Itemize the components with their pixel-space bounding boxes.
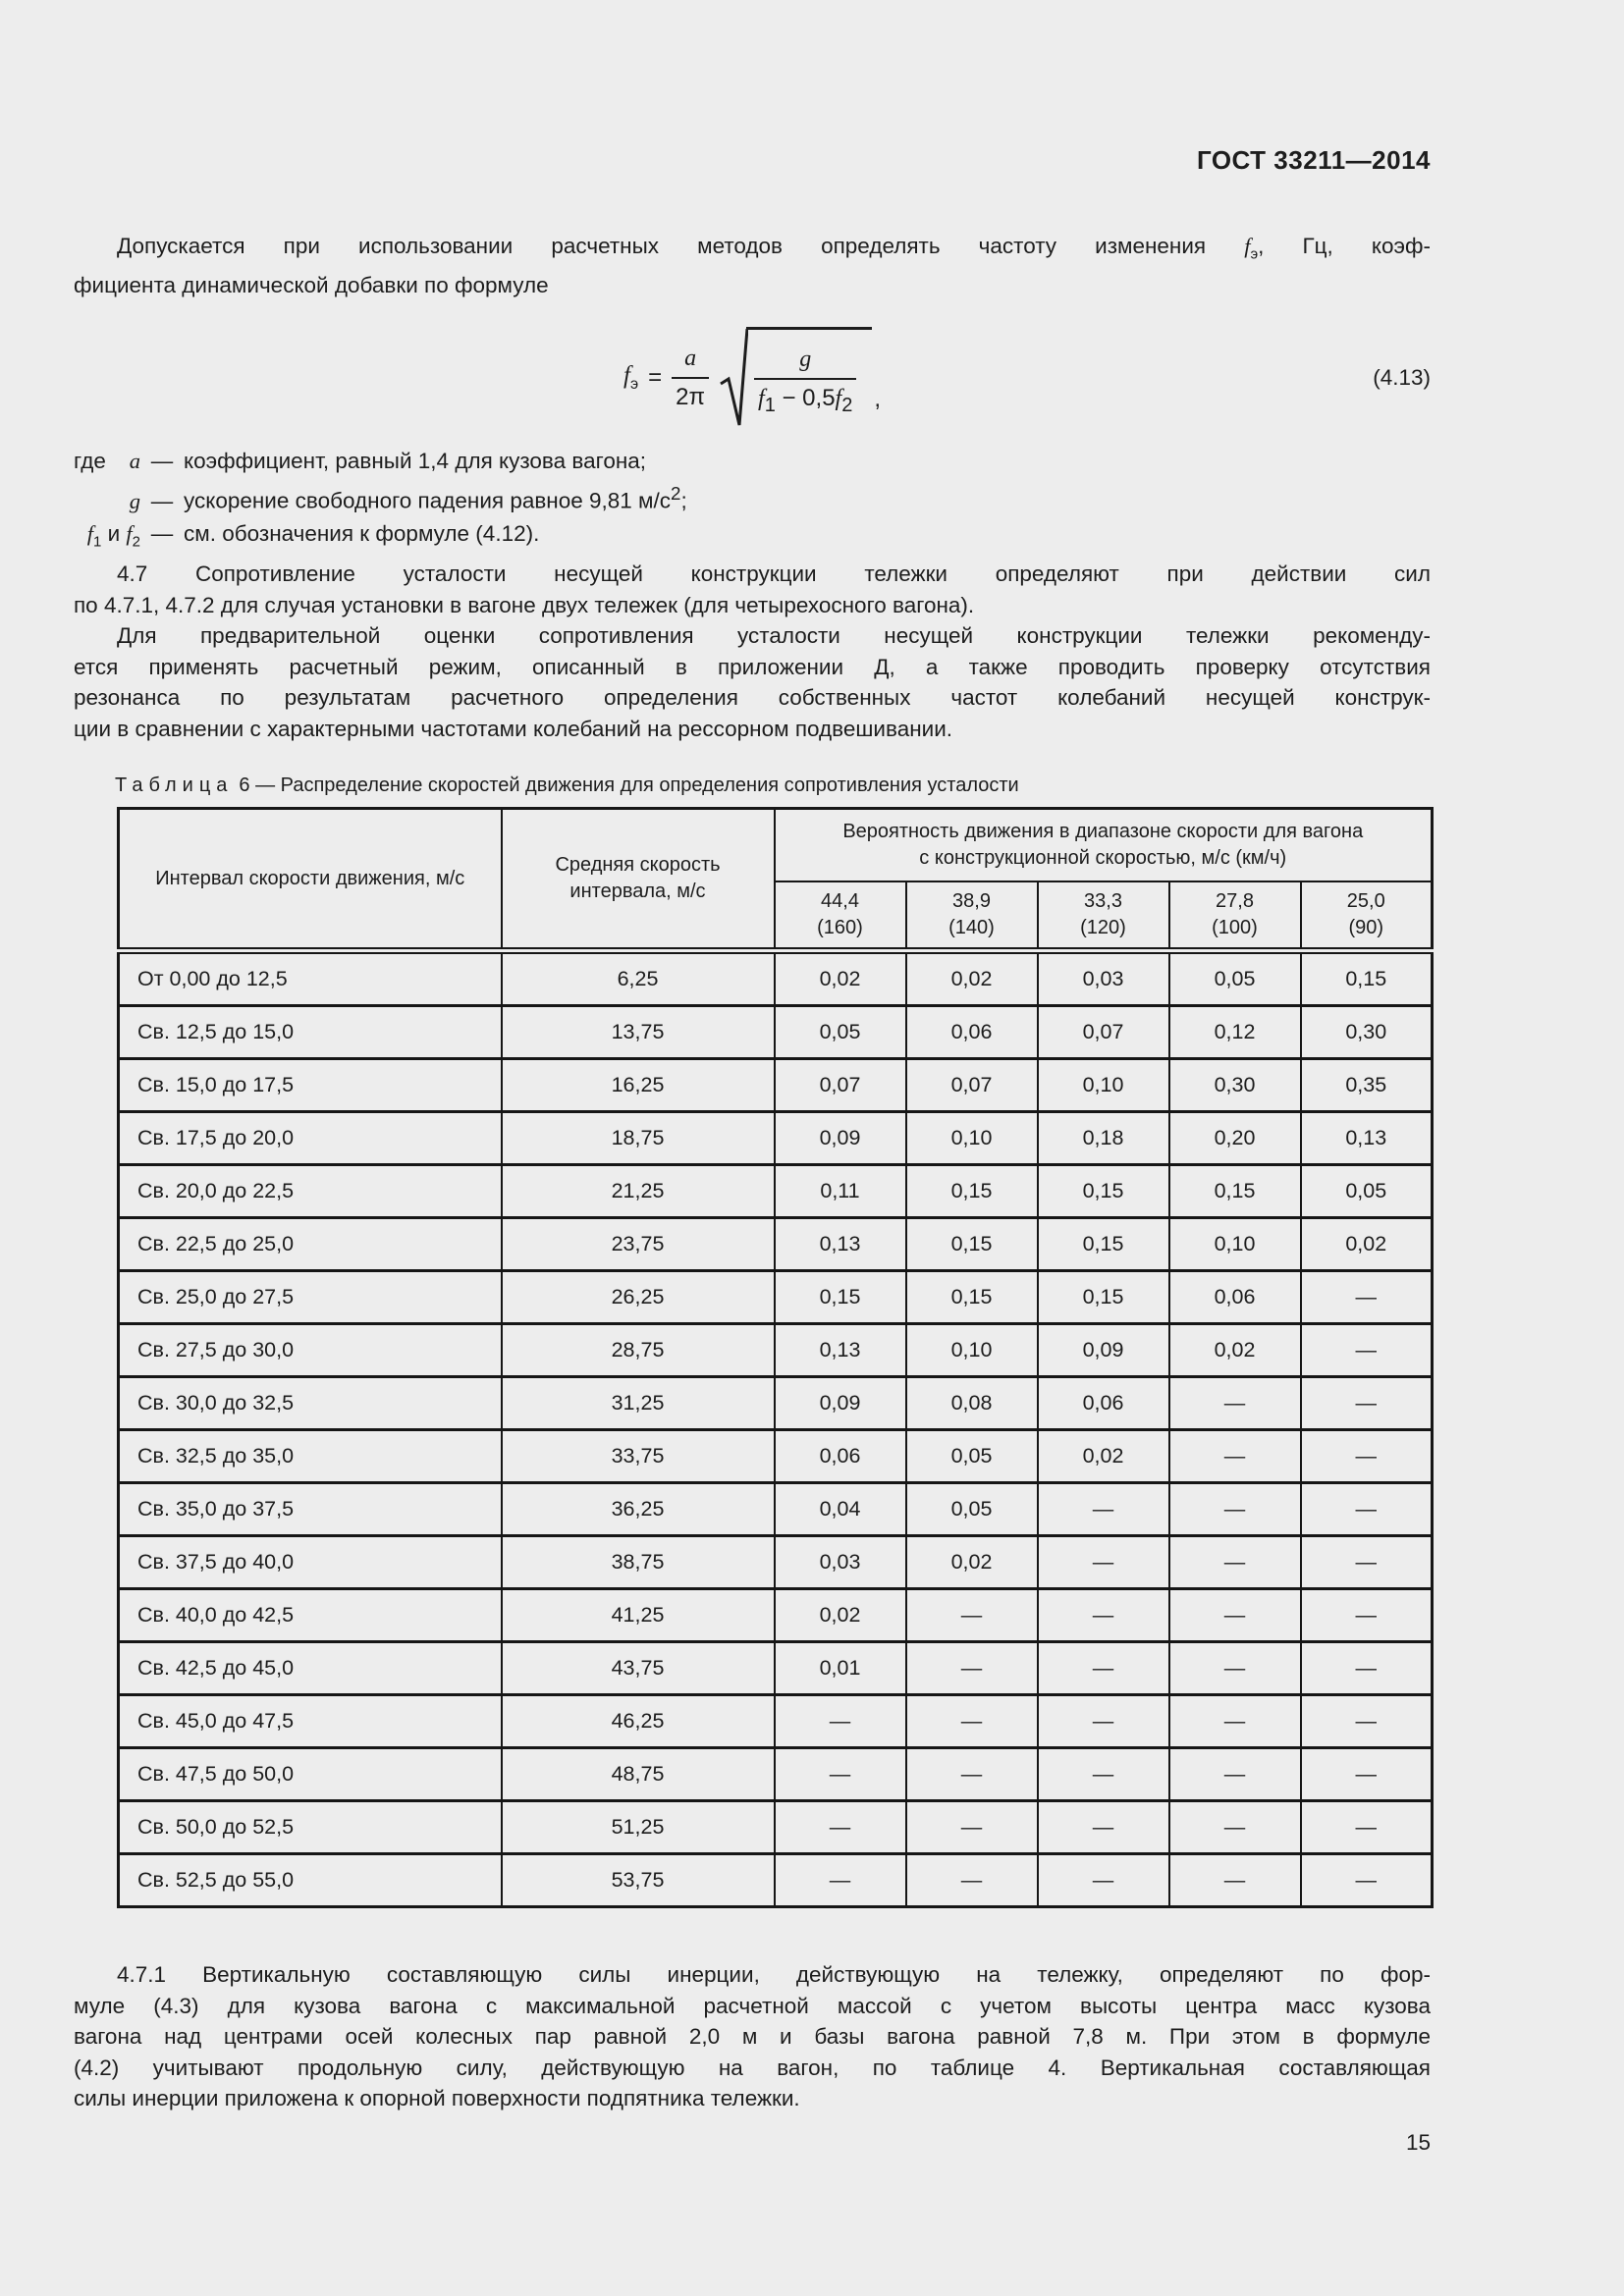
definitions-block <box>74 445 1431 560</box>
header-speed-160 <box>775 881 906 951</box>
table-row <box>119 1377 1433 1430</box>
cell-speed-interval: Св. 40,0 до 42,5 <box>119 1589 502 1642</box>
paragraph-4-7-1-line4: (4.2) учитывают продольную силу, действующую на вагон, по таблице 4. Вертикальная составляющая <box>74 2055 1431 2080</box>
cell-probability: — <box>775 1854 906 1907</box>
cell-probability: — <box>1169 1430 1301 1483</box>
cell-average-speed: 16,25 <box>502 1059 775 1112</box>
paragraph-4-7 <box>74 559 1431 620</box>
header-speed-90 <box>1301 881 1433 951</box>
definition-f-text: см. обозначения к формуле (4.12). <box>184 521 540 546</box>
definition-g-text-before: ускорение свободного падения равное 9,81 м/с <box>184 488 672 513</box>
table-caption-word: Таблица <box>115 774 234 796</box>
table-row <box>119 1642 1433 1695</box>
term-f2-sub: 2 <box>132 533 140 551</box>
formula-lhs-sub: э <box>629 376 639 393</box>
cell-probability: 0,05 <box>1301 1165 1433 1218</box>
cell-probability: — <box>1038 1801 1169 1854</box>
cell-probability: 0,02 <box>1301 1218 1433 1271</box>
cell-probability: 0,06 <box>775 1430 906 1483</box>
header-average-speed-line2: интервала, м/с <box>569 881 706 902</box>
cell-probability: 0,15 <box>775 1271 906 1324</box>
dash: — <box>150 448 174 473</box>
cell-average-speed: 48,75 <box>502 1748 775 1801</box>
table-row <box>119 1165 1433 1218</box>
cell-probability: — <box>1038 1854 1169 1907</box>
paragraph-preliminary <box>74 620 1431 744</box>
speed-kmh: (140) <box>948 917 995 938</box>
cell-probability: 0,02 <box>906 951 1038 1006</box>
cell-average-speed: 41,25 <box>502 1589 775 1642</box>
cell-speed-interval: Св. 50,0 до 52,5 <box>119 1801 502 1854</box>
fraction-num-var: a <box>684 345 697 371</box>
cell-probability: 0,02 <box>775 1589 906 1642</box>
speed-ms: 33,3 <box>1084 890 1122 912</box>
table-row <box>119 951 1433 1006</box>
header-probability-line2: с конструкционной скоростью, м/с (км/ч) <box>919 847 1287 869</box>
table-row <box>119 1483 1433 1536</box>
cell-average-speed: 38,75 <box>502 1536 775 1589</box>
cell-probability: 0,04 <box>775 1483 906 1536</box>
cell-speed-interval: Св. 47,5 до 50,0 <box>119 1748 502 1801</box>
cell-probability: — <box>775 1748 906 1801</box>
dash: — <box>150 488 174 513</box>
cell-probability: — <box>775 1801 906 1854</box>
cell-probability: 0,35 <box>1301 1059 1433 1112</box>
cell-probability: — <box>1169 1536 1301 1589</box>
cell-probability: 0,10 <box>1169 1218 1301 1271</box>
table-6 <box>117 807 1434 1908</box>
cell-probability: — <box>906 1748 1038 1801</box>
formula-4-13 <box>623 327 881 429</box>
cell-probability: 0,02 <box>775 951 906 1006</box>
cell-probability: 0,07 <box>906 1059 1038 1112</box>
cell-probability: — <box>1169 1377 1301 1430</box>
equation-number: (4.13) <box>1373 364 1431 390</box>
paragraph-intro-line1 <box>74 231 1431 270</box>
table-row <box>119 1589 1433 1642</box>
cell-probability: 0,10 <box>906 1112 1038 1165</box>
header-average-speed-line1: Средняя скорость <box>555 854 721 876</box>
paragraph-4-7-line2: по 4.7.1, 4.7.2 для случая установки в вагоне двух тележек (для четырехосного вагона). <box>74 592 975 617</box>
cell-probability: 0,12 <box>1169 1006 1301 1059</box>
cell-probability: — <box>1169 1854 1301 1907</box>
cell-average-speed: 28,75 <box>502 1324 775 1377</box>
cell-speed-interval: Св. 37,5 до 40,0 <box>119 1536 502 1589</box>
cell-probability: 0,05 <box>906 1483 1038 1536</box>
cell-speed-interval: Св. 25,0 до 27,5 <box>119 1271 502 1324</box>
cell-probability: 0,15 <box>906 1165 1038 1218</box>
cell-probability: 0,15 <box>1038 1165 1169 1218</box>
where-label: где <box>74 448 106 473</box>
definition-a <box>74 445 1431 478</box>
den-f1: f <box>758 385 765 411</box>
table-row <box>119 1112 1433 1165</box>
cell-average-speed: 51,25 <box>502 1801 775 1854</box>
cell-probability: 0,02 <box>1169 1324 1301 1377</box>
cell-probability: — <box>1038 1642 1169 1695</box>
cell-probability: — <box>775 1695 906 1748</box>
cell-speed-interval: Св. 32,5 до 35,0 <box>119 1430 502 1483</box>
cell-speed-interval: Св. 22,5 до 25,0 <box>119 1218 502 1271</box>
cell-probability: 0,13 <box>775 1218 906 1271</box>
cell-average-speed: 13,75 <box>502 1006 775 1059</box>
cell-probability: — <box>1169 1642 1301 1695</box>
table-row <box>119 1536 1433 1589</box>
cell-average-speed: 26,25 <box>502 1271 775 1324</box>
cell-probability: 0,03 <box>1038 951 1169 1006</box>
table-row <box>119 1218 1433 1271</box>
cell-speed-interval: Св. 20,0 до 22,5 <box>119 1165 502 1218</box>
den-middle: − 0,5 <box>775 384 836 411</box>
cell-probability: — <box>1301 1695 1433 1748</box>
cell-probability: 0,13 <box>775 1324 906 1377</box>
cell-speed-interval: Св. 35,0 до 37,5 <box>119 1483 502 1536</box>
root-num-var: g <box>799 346 812 372</box>
cell-probability: 0,05 <box>1169 951 1301 1006</box>
speed-kmh: (120) <box>1080 917 1126 938</box>
formula-lhs-var: f <box>623 362 630 389</box>
paragraph-4-7-1-line2: муле (4.3) для кузова вагона с максимальной расчетной массой с учетом высоты центра масс кузова <box>74 1993 1431 2018</box>
root-fraction-numerator <box>795 347 815 378</box>
table-row <box>119 1059 1433 1112</box>
cell-average-speed: 31,25 <box>502 1377 775 1430</box>
cell-probability: 0,05 <box>775 1006 906 1059</box>
cell-probability: — <box>1038 1695 1169 1748</box>
cell-probability: — <box>1038 1589 1169 1642</box>
fraction-a-2pi <box>672 346 709 410</box>
fraction-denominator: 2π <box>672 377 709 410</box>
doc-code-header: ГОСТ 33211—2014 <box>1196 145 1431 175</box>
table-row <box>119 1695 1433 1748</box>
term-g: g <box>129 488 140 513</box>
equals-sign: = <box>648 363 663 391</box>
cell-probability: — <box>906 1801 1038 1854</box>
cell-probability: — <box>1301 1430 1433 1483</box>
cell-probability: 0,06 <box>1038 1377 1169 1430</box>
header-speed-120 <box>1038 881 1169 951</box>
radicand <box>746 327 872 429</box>
cell-probability: — <box>1301 1536 1433 1589</box>
cell-probability: — <box>1301 1483 1433 1536</box>
cell-probability: — <box>1169 1801 1301 1854</box>
cell-probability: — <box>906 1642 1038 1695</box>
g-superscript: 2 <box>671 483 681 504</box>
cell-average-speed: 6,25 <box>502 951 775 1006</box>
radical-sign-icon <box>719 327 748 429</box>
cell-average-speed: 43,75 <box>502 1642 775 1695</box>
cell-probability: — <box>906 1695 1038 1748</box>
cell-probability: 0,07 <box>1038 1006 1169 1059</box>
definition-f-left <box>74 517 140 559</box>
cell-probability: 0,13 <box>1301 1112 1433 1165</box>
den-f2: f <box>835 385 842 411</box>
cell-speed-interval: Св. 15,0 до 17,5 <box>119 1059 502 1112</box>
definition-g-left <box>74 485 140 518</box>
formula-lhs <box>623 361 638 394</box>
definition-f <box>74 517 1431 559</box>
cell-probability: 0,15 <box>906 1271 1038 1324</box>
f-variable: f <box>1244 234 1251 258</box>
cell-probability: — <box>1301 1642 1433 1695</box>
cell-probability: 0,10 <box>906 1324 1038 1377</box>
paragraph-4-7-1-line3: вагона над центрами осей колесных пар равной 2,0 м и базы вагона равной 7,8 м. При этом в формуле <box>74 2024 1431 2049</box>
den-f1-sub: 1 <box>764 394 776 416</box>
cell-average-speed: 53,75 <box>502 1854 775 1907</box>
header-speed-140 <box>906 881 1038 951</box>
paragraph-preliminary-line1: Для предварительной оценки сопротивления усталости несущей конструкции тележки рекоменду- <box>117 623 1431 648</box>
page-number: 15 <box>1405 2129 1431 2155</box>
cell-speed-interval: Св. 27,5 до 30,0 <box>119 1324 502 1377</box>
cell-average-speed: 18,75 <box>502 1112 775 1165</box>
speed-kmh: (100) <box>1212 917 1258 938</box>
term-f1-sub: 1 <box>92 533 102 551</box>
cell-probability: — <box>1301 1748 1433 1801</box>
header-interval: Интервал скорости движения, м/с <box>119 809 502 951</box>
dash: — <box>150 521 174 546</box>
square-root <box>719 327 872 429</box>
table-header-row-1 <box>119 809 1433 882</box>
cell-speed-interval: Св. 52,5 до 55,0 <box>119 1854 502 1907</box>
speed-ms: 25,0 <box>1346 890 1385 912</box>
table-body <box>119 951 1433 1907</box>
cell-probability: — <box>906 1589 1038 1642</box>
cell-probability: — <box>1301 1801 1433 1854</box>
cell-probability: — <box>1169 1748 1301 1801</box>
page-content <box>74 145 1431 2156</box>
cell-probability: 0,11 <box>775 1165 906 1218</box>
cell-probability: — <box>906 1854 1038 1907</box>
cell-speed-interval: Св. 45,0 до 47,5 <box>119 1695 502 1748</box>
cell-probability: — <box>1169 1695 1301 1748</box>
cell-probability: — <box>1301 1377 1433 1430</box>
cell-average-speed: 21,25 <box>502 1165 775 1218</box>
cell-probability: 0,15 <box>1301 951 1433 1006</box>
cell-probability: 0,09 <box>775 1112 906 1165</box>
definition-a-text: коэффициент, равный 1,4 для кузова вагона; <box>184 448 647 473</box>
cell-probability: 0,05 <box>906 1430 1038 1483</box>
cell-speed-interval: Св. 30,0 до 32,5 <box>119 1377 502 1430</box>
cell-probability: 0,18 <box>1038 1112 1169 1165</box>
den-f2-sub: 2 <box>841 394 853 416</box>
cell-probability: — <box>1038 1536 1169 1589</box>
term-and: и <box>101 521 127 546</box>
paragraph-intro <box>74 231 1431 301</box>
speed-ms: 38,9 <box>952 890 991 912</box>
definition-g <box>74 477 1431 517</box>
cell-speed-interval: Св. 17,5 до 20,0 <box>119 1112 502 1165</box>
header-probability-line1: Вероятность движения в диапазоне скорости для вагона <box>842 821 1364 842</box>
cell-probability: 0,15 <box>906 1218 1038 1271</box>
term-f2: f <box>126 521 133 546</box>
cell-probability: 0,10 <box>1038 1059 1169 1112</box>
cell-average-speed: 23,75 <box>502 1218 775 1271</box>
paragraph-preliminary-line4: ции в сравнении с характерными частотами колебаний на рессорном подвешивании. <box>74 716 953 741</box>
paragraph-preliminary-line2: ется применять расчетный режим, описанный в приложении Д, а также проводить проверку отсутствия <box>74 654 1431 679</box>
cell-probability: 0,15 <box>1038 1271 1169 1324</box>
fraction-numerator <box>680 346 700 377</box>
cell-probability: — <box>1301 1854 1433 1907</box>
table-row <box>119 1324 1433 1377</box>
speed-ms: 44,4 <box>821 890 859 912</box>
cell-probability: 0,09 <box>775 1377 906 1430</box>
table-caption <box>115 774 1431 798</box>
paragraph-4-7-1 <box>74 1959 1431 2114</box>
term-f1: f <box>86 521 93 546</box>
formula-comma: , <box>874 385 882 412</box>
table-row <box>119 1006 1433 1059</box>
table-caption-text: 6 — Распределение скоростей движения для определения сопротивления усталости <box>239 774 1019 796</box>
cell-probability: 0,02 <box>1038 1430 1169 1483</box>
cell-probability: — <box>1301 1271 1433 1324</box>
term-a: a <box>129 448 140 473</box>
table-row <box>119 1430 1433 1483</box>
definition-g-text-after: ; <box>680 488 687 513</box>
cell-probability: — <box>1169 1589 1301 1642</box>
speed-ms: 27,8 <box>1216 890 1254 912</box>
cell-speed-interval: Св. 12,5 до 15,0 <box>119 1006 502 1059</box>
table-row <box>119 1801 1433 1854</box>
cell-average-speed: 33,75 <box>502 1430 775 1483</box>
table-row <box>119 1271 1433 1324</box>
cell-probability: 0,30 <box>1169 1059 1301 1112</box>
cell-probability: — <box>1038 1483 1169 1536</box>
speed-kmh: (160) <box>817 917 863 938</box>
definition-a-left <box>74 445 140 478</box>
cell-probability: 0,01 <box>775 1642 906 1695</box>
cell-probability: 0,02 <box>906 1536 1038 1589</box>
formula-block <box>74 315 1431 441</box>
cell-probability: 0,06 <box>906 1006 1038 1059</box>
definition-g-text <box>184 477 1431 517</box>
intro-text-after: , Гц, коэф- <box>1258 234 1432 258</box>
cell-probability: 0,03 <box>775 1536 906 1589</box>
paragraph-4-7-1-line5: силы инерции приложена к опорной поверхности подпятника тележки. <box>74 2086 800 2110</box>
cell-average-speed: 36,25 <box>502 1483 775 1536</box>
table-header <box>119 809 1433 951</box>
paragraph-4-7-1-line1: 4.7.1 Вертикальную составляющую силы инерции, действующую на тележку, определяют по фор- <box>117 1962 1431 1987</box>
cell-average-speed: 46,25 <box>502 1695 775 1748</box>
cell-probability: 0,15 <box>1169 1165 1301 1218</box>
header-average-speed <box>502 809 775 951</box>
table-row <box>119 1854 1433 1907</box>
cell-probability: — <box>1169 1483 1301 1536</box>
cell-probability: 0,15 <box>1038 1218 1169 1271</box>
speed-kmh: (90) <box>1348 917 1384 938</box>
root-fraction-denominator <box>754 378 856 418</box>
fraction-under-root <box>754 347 856 418</box>
paragraph-intro-line2: фициента динамической добавки по формуле <box>74 273 549 297</box>
cell-probability: 0,20 <box>1169 1112 1301 1165</box>
cell-probability: — <box>1038 1748 1169 1801</box>
cell-probability: 0,09 <box>1038 1324 1169 1377</box>
paragraph-4-7-line1: 4.7 Сопротивление усталости несущей конструкции тележки определяют при действии сил <box>117 561 1431 586</box>
term-f1-f2 <box>87 517 140 559</box>
header-speed-100 <box>1169 881 1301 951</box>
table-row <box>119 1748 1433 1801</box>
cell-probability: 0,30 <box>1301 1006 1433 1059</box>
cell-probability: — <box>1301 1589 1433 1642</box>
paragraph-preliminary-line3: резонанса по результатам расчетного определения собственных частот колебаний несущей конструк- <box>74 685 1431 710</box>
cell-speed-interval: Св. 42,5 до 45,0 <box>119 1642 502 1695</box>
cell-probability: 0,06 <box>1169 1271 1301 1324</box>
header-probability-group <box>775 809 1433 882</box>
cell-probability: — <box>1301 1324 1433 1377</box>
f-subscript: э <box>1250 245 1259 263</box>
cell-probability: 0,07 <box>775 1059 906 1112</box>
cell-probability: 0,08 <box>906 1377 1038 1430</box>
intro-text-before: Допускается при использовании расчетных методов определять частоту изменения <box>117 234 1245 258</box>
cell-speed-interval: От 0,00 до 12,5 <box>119 951 502 1006</box>
